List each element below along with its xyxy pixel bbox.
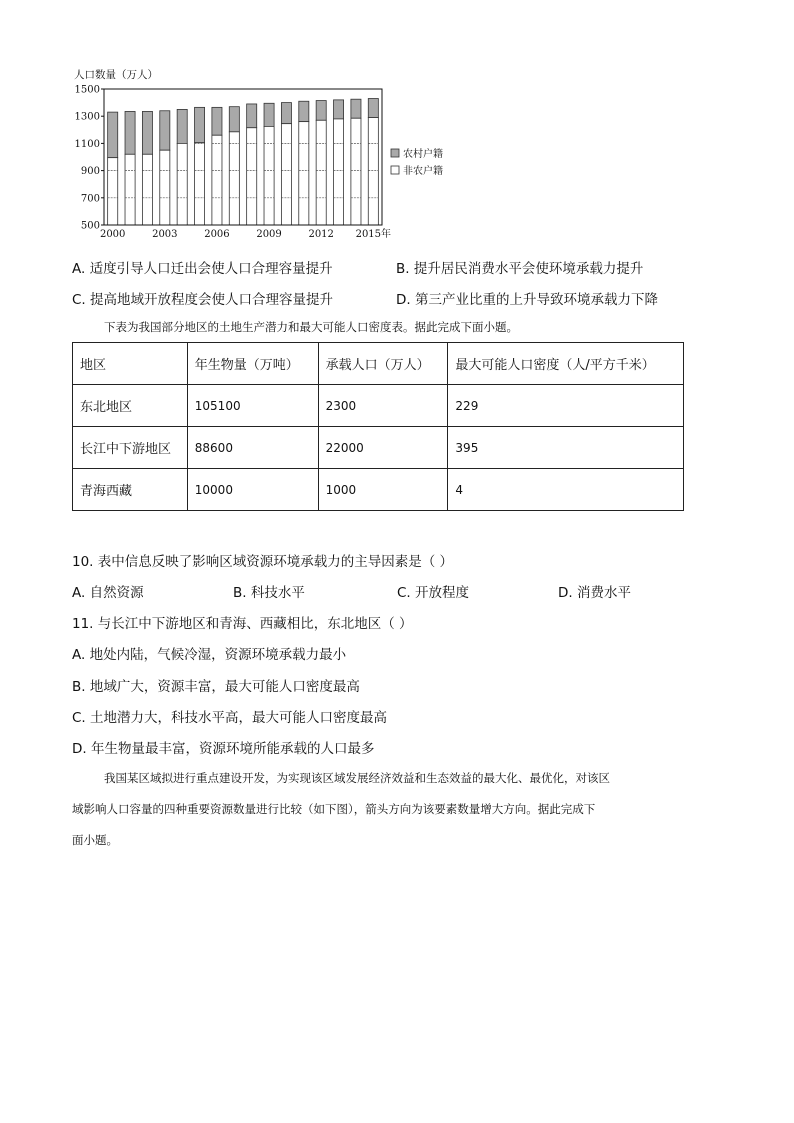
- bar-non-agricultural-registration: [247, 128, 257, 225]
- y-tick-label: 500: [80, 220, 100, 232]
- bar-rural-registration: [177, 109, 187, 143]
- x-tick-label: 2000: [99, 229, 126, 240]
- bar-non-agricultural-registration: [125, 154, 135, 225]
- y-tick-label: 1100: [74, 138, 100, 150]
- bar-non-agricultural-registration: [177, 143, 187, 225]
- y-tick-label: 1300: [74, 111, 100, 123]
- bar-non-agricultural-registration: [229, 132, 239, 225]
- q11-option-c: C. 土地潜力大，科技水平高，最大可能人口密度最高: [72, 710, 388, 726]
- x-tick-label: 2015年: [355, 229, 392, 240]
- table-cell: 88600: [187, 427, 318, 469]
- bar-rural-registration: [125, 111, 135, 154]
- bar-non-agricultural-registration: [334, 119, 344, 225]
- table-header-cell: 承载人口（万人）: [318, 343, 448, 385]
- bar-non-agricultural-registration: [351, 118, 361, 225]
- bar-rural-registration: [212, 107, 222, 135]
- table-header-cell: 最大可能人口密度（人/平方千米）: [448, 343, 684, 385]
- table-row: [73, 469, 684, 511]
- intro2-line-2: 域影响人口容量的四种重要资源数量进行比较（如下图），箭头方向为该要素数量增大方向。据此完成下: [72, 802, 596, 816]
- q10-stem: 10. 表中信息反映了影响区域资源环境承载力的主导因素是（ ）: [72, 554, 454, 570]
- legend-swatch: [391, 166, 399, 174]
- bar-non-agricultural-registration: [316, 120, 326, 225]
- q10-option-d: D. 消费水平: [558, 585, 631, 601]
- bar-rural-registration: [351, 99, 361, 118]
- q9-option-a: A. 适度引导人口迁出会使人口合理容量提升: [72, 261, 333, 277]
- bar-rural-registration: [229, 107, 239, 132]
- x-tick-label: 2003: [152, 229, 178, 240]
- bar-non-agricultural-registration: [281, 124, 291, 225]
- table-cell: 4: [448, 469, 684, 511]
- table-cell: 395: [448, 427, 684, 469]
- table-cell: 青海西藏: [73, 469, 188, 511]
- intro2-line-1: 我国某区域拟进行重点建设开发，为实现该区域发展经济效益和生态效益的最大化、最优化，对该区: [104, 771, 610, 785]
- legend-label: 非农户籍: [403, 166, 443, 177]
- q10-option-b: B. 科技水平: [233, 585, 305, 601]
- population-bar-chart: [70, 62, 470, 252]
- bar-rural-registration: [316, 101, 326, 121]
- table-cell: 105100: [187, 385, 318, 427]
- bar-non-agricultural-registration: [142, 154, 152, 225]
- bar-rural-registration: [281, 103, 291, 124]
- bar-non-agricultural-registration: [195, 143, 205, 225]
- bar-rural-registration: [264, 103, 274, 126]
- bar-rural-registration: [368, 99, 378, 118]
- x-tick-label: 2012: [308, 229, 334, 240]
- y-tick-label: 700: [80, 193, 100, 205]
- x-tick-label: 2006: [204, 229, 230, 240]
- y-tick-label: 900: [80, 166, 100, 178]
- legend-label: 农村户籍: [403, 149, 443, 160]
- bar-non-agricultural-registration: [299, 122, 309, 225]
- q9-option-d: D. 第三产业比重的上升导致环境承载力下降: [396, 292, 658, 308]
- population-chart: [70, 62, 470, 252]
- table-cell: 长江中下游地区: [73, 427, 188, 469]
- bar-non-agricultural-registration: [160, 150, 170, 225]
- bar-rural-registration: [160, 111, 170, 150]
- q9-option-c: C. 提高地域开放程度会使人口合理容量提升: [72, 292, 334, 308]
- table-row: [73, 427, 684, 469]
- bar-rural-registration: [334, 100, 344, 119]
- bar-non-agricultural-registration: [108, 158, 118, 225]
- intro2-line-3: 面小题。: [72, 833, 118, 847]
- table-cell: 10000: [187, 469, 318, 511]
- q11-option-b: B. 地域广大，资源丰富，最大可能人口密度最高: [72, 679, 360, 695]
- bar-non-agricultural-registration: [368, 118, 378, 225]
- q10-option-a: A. 自然资源: [72, 585, 144, 601]
- table-cell: 东北地区: [73, 385, 188, 427]
- q11-option-a: A. 地处内陆，气候冷湿，资源环境承载力最小: [72, 647, 347, 663]
- q11-option-d: D. 年生物量最丰富，资源环境所能承载的人口最多: [72, 741, 375, 757]
- bar-rural-registration: [247, 104, 257, 128]
- table-cell: 229: [448, 385, 684, 427]
- table-cell: 1000: [318, 469, 448, 511]
- q9-option-b: B. 提升居民消费水平会使环境承载力提升: [396, 261, 644, 277]
- bar-rural-registration: [195, 107, 205, 142]
- table-cell: 22000: [318, 427, 448, 469]
- bar-non-agricultural-registration: [212, 135, 222, 225]
- q11-stem: 11. 与长江中下游地区和青海、西藏相比，东北地区（ ）: [72, 616, 413, 632]
- bar-rural-registration: [299, 101, 309, 121]
- table-cell: 2300: [318, 385, 448, 427]
- land-potential-table: [72, 342, 684, 511]
- table-intro: 下表为我国部分地区的土地生产潜力和最大可能人口密度表。据此完成下面小题。: [104, 320, 518, 334]
- table-row: [73, 385, 684, 427]
- x-tick-label: 2009: [256, 229, 282, 240]
- bar-rural-registration: [142, 111, 152, 154]
- table-header-row: [73, 343, 684, 385]
- bar-rural-registration: [108, 112, 118, 158]
- table-header-cell: 地区: [73, 343, 188, 385]
- legend-swatch: [391, 149, 399, 157]
- q10-option-c: C. 开放程度: [397, 585, 470, 601]
- y-tick-label: 1500: [74, 84, 100, 96]
- y-axis-title: 人口数量（万人）: [74, 69, 158, 81]
- table-header-cell: 年生物量（万吨）: [187, 343, 318, 385]
- bar-non-agricultural-registration: [264, 126, 274, 225]
